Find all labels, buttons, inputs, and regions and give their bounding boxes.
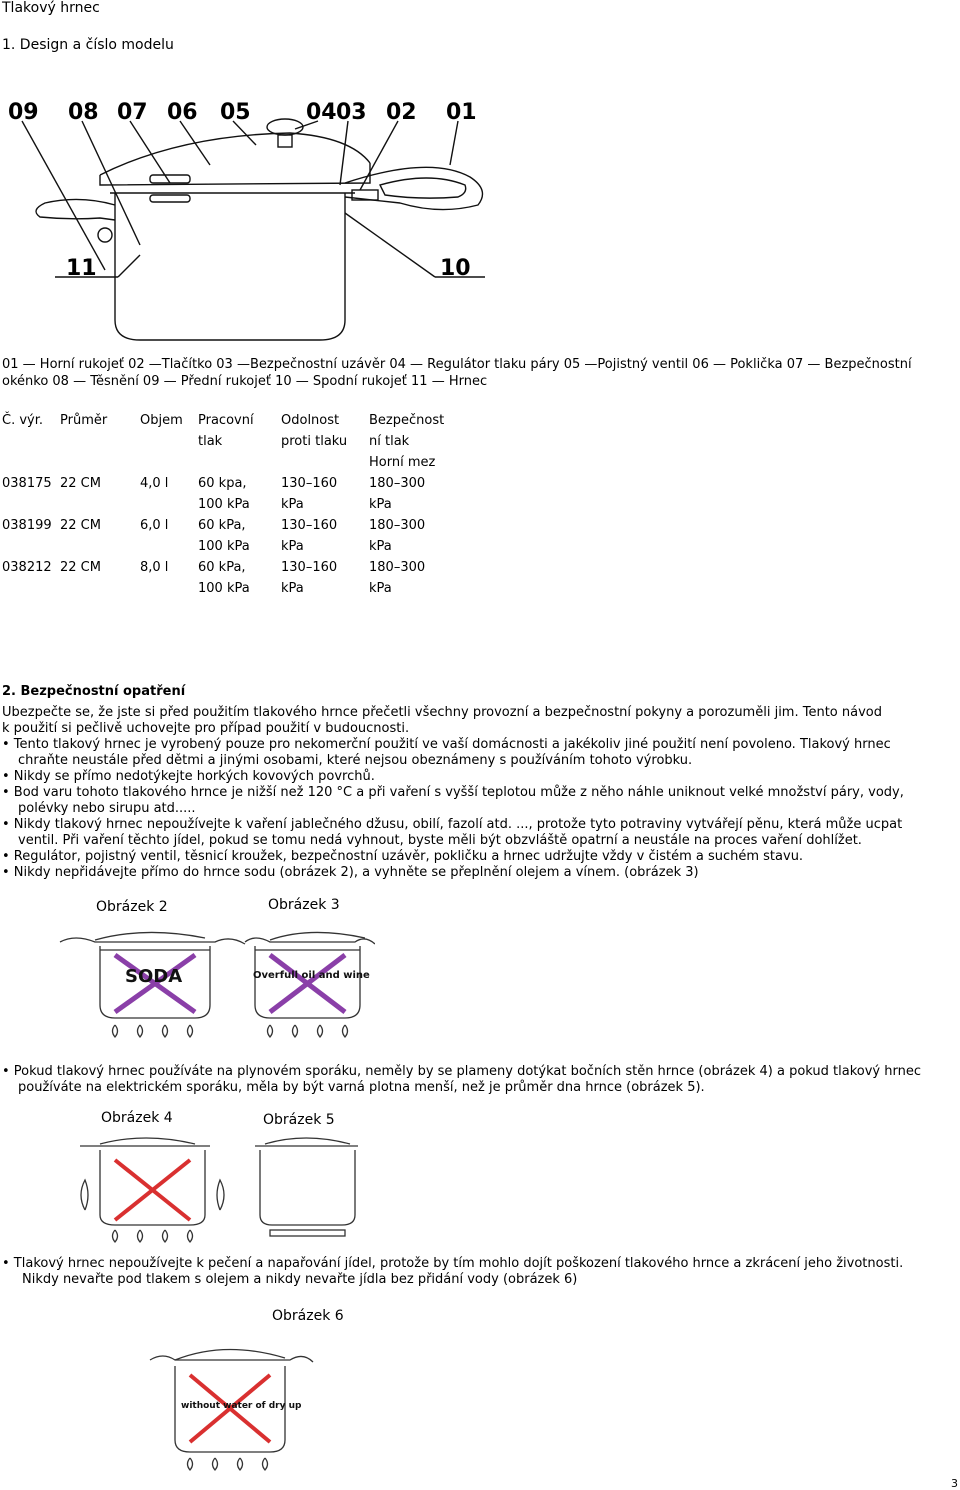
callout-02: 02 <box>386 100 417 125</box>
bullet-line: chraňte neustále před dětmi a jinými osobami, které nejsou obeznámeny s používáním tohoto výrobku. <box>18 753 693 768</box>
table-cell: 130–160 <box>281 476 338 491</box>
table-cell: 22 CM <box>60 518 101 533</box>
table-cell: 180–300 <box>369 560 426 575</box>
table-cell: 8,0 l <box>140 560 169 575</box>
table-cell: 22 CM <box>60 560 101 575</box>
bullet-line: • Nikdy nepřidávejte přímo do hrnce sodu (obrázek 2), a vyhněte se přeplnění olejem a vínem. (obrázek 3) <box>2 865 699 880</box>
callout-09: 09 <box>8 100 39 125</box>
table-cell: 180–300 <box>369 518 426 533</box>
table-cell: 130–160 <box>281 560 338 575</box>
document-title: Tlakový hrnec <box>2 0 100 16</box>
figure-6-illustration <box>145 1330 315 1475</box>
bullet-line: používáte na elektrickém sporáku, měla by být varná plotna menší, než je průměr dna hrnce (obrázek 5). <box>18 1080 705 1095</box>
table-header: Bezpečnost <box>369 413 445 428</box>
table-cell: kPa <box>369 539 392 554</box>
callout-05: 05 <box>220 100 251 125</box>
table-header: Pracovní <box>198 413 254 428</box>
figure-6-text: without water of dry up <box>181 1401 302 1411</box>
table-cell: 180–300 <box>369 476 426 491</box>
table-cell: 60 kPa, <box>198 560 246 575</box>
table-header: Objem <box>140 413 183 428</box>
table-cell: 60 kpa, <box>198 476 247 491</box>
figure-4-label: Obrázek 4 <box>101 1110 173 1126</box>
table-header: tlak <box>198 434 223 449</box>
figure-2-label: Obrázek 2 <box>96 899 168 915</box>
parts-legend <box>2 356 952 390</box>
table-cell: 6,0 l <box>140 518 169 533</box>
table-cell: 100 kPa <box>198 581 250 596</box>
bullet-line: • Tlakový hrnec nepoužívejte k pečení a napařování jídel, protože by tím mohlo dojít poškození tlakového hrnce a zkrácení jeho životnosti. <box>2 1256 904 1271</box>
callout-04: 04 <box>306 100 337 125</box>
cooker-diagram <box>0 85 500 350</box>
bullet-line: • Nikdy se přímo nedotýkejte horkých kovových povrchů. <box>2 769 375 784</box>
table-cell: kPa <box>281 497 304 512</box>
table-cell: 038199 <box>2 518 52 533</box>
table-cell: 130–160 <box>281 518 338 533</box>
bullet-line: polévky nebo sirupu atd..... <box>18 801 196 816</box>
table-header: Průměr <box>60 413 108 428</box>
figure-2-3-illustration <box>55 920 375 1040</box>
callout-10: 10 <box>440 256 471 281</box>
callout-07: 07 <box>117 100 148 125</box>
table-cell: 60 kPa, <box>198 518 246 533</box>
intro-line: k použití si pečlivě uchovejte pro případ použití v budoucnosti. <box>2 721 410 736</box>
table-cell: 038175 <box>2 476 52 491</box>
figure-3-overfull-text: Overfull oil and wine <box>253 970 370 981</box>
legend-line: 01 — Horní rukojeť 02 —Tlačítko 03 —Bezpečnostní uzávěr 04 — Regulátor tlaku páry 05 —Pojistný ventil 06 — Poklička 07 — Bezpečnostní <box>2 357 912 372</box>
figure-6-label: Obrázek 6 <box>272 1308 344 1324</box>
table-cell: 4,0 l <box>140 476 169 491</box>
figure-2-soda-text: SODA <box>125 966 183 987</box>
table-cell: kPa <box>281 581 304 596</box>
section1-heading: 1. Design a číslo modelu <box>2 37 174 53</box>
table-header: Č. výr. <box>2 413 44 428</box>
figure-5-label: Obrázek 5 <box>263 1112 335 1128</box>
table-header: proti tlaku <box>281 434 348 449</box>
callout-08: 08 <box>68 100 99 125</box>
page-number: 3 <box>951 1477 958 1490</box>
table-cell: kPa <box>281 539 304 554</box>
table-header: Odolnost <box>281 413 340 428</box>
bullet-line: • Nikdy tlakový hrnec nepoužívejte k vaření jablečného džusu, obilí, fazolí atd. ..., protože tyto potraviny vytvářejí pěnu, která může ucpat <box>2 817 903 832</box>
section2-heading: 2. Bezpečnostní opatření <box>2 684 186 699</box>
callout-03: 03 <box>336 100 367 125</box>
table-cell: kPa <box>369 581 392 596</box>
bullet-line: Nikdy nevařte pod tlakem s olejem a nikdy nevařte jídla bez přidání vody (obrázek 6) <box>22 1272 578 1287</box>
table-cell: 100 kPa <box>198 497 250 512</box>
table-header: Horní mez <box>369 455 436 470</box>
table-cell: 038212 <box>2 560 52 575</box>
table-cell: kPa <box>369 497 392 512</box>
bullet-line: • Pokud tlakový hrnec používáte na plynovém sporáku, neměly by se plameny dotýkat bočních stěn hrnce (obrázek 4) a pokud tlakový hrnec <box>2 1064 921 1079</box>
bullet-line: • Regulátor, pojistný ventil, těsnicí kroužek, bezpečnostní uzávěr, pokličku a hrnec udržujte vždy v čistém a suchém stavu. <box>2 849 804 864</box>
intro-paragraph <box>2 705 952 737</box>
callout-06: 06 <box>167 100 198 125</box>
bullet-line: • Bod varu tohoto tlakového hrnce je nižší než 120 °C a při vaření s vyšší teplotou může z něho náhle uniknout velké množství páry, vody, <box>2 785 904 800</box>
bullet-line: • Tento tlakový hrnec je vyrobený pouze pro nekomerční použití ve vaší domácnosti a jakékoliv jiné použití není povoleno. Tlakový hrnec <box>2 737 891 752</box>
legend-line: okénko 08 — Těsnění 09 — Přední rukojeť 10 — Spodní rukojeť 11 — Hrnec <box>2 374 488 389</box>
bullet-line: ventil. Při vaření těchto jídel, pokud se tomu nedá vyhnout, byste měli být obzvláště opatrní a neustále na proces vaření dohlížet. <box>18 833 862 848</box>
model-table <box>2 413 502 613</box>
intro-line: Ubezpečte se, že jste si před použitím tlakového hrnce přečetli všechny provozní a bezpečnostní pokyny a porozuměli jim. Tento návod <box>2 705 882 720</box>
callout-11: 11 <box>66 256 97 281</box>
table-cell: 22 CM <box>60 476 101 491</box>
figure-3-label: Obrázek 3 <box>268 897 340 913</box>
table-cell: 100 kPa <box>198 539 250 554</box>
callout-01: 01 <box>446 100 477 125</box>
table-header: ní tlak <box>369 434 410 449</box>
figure-4-5-illustration <box>60 1130 360 1245</box>
